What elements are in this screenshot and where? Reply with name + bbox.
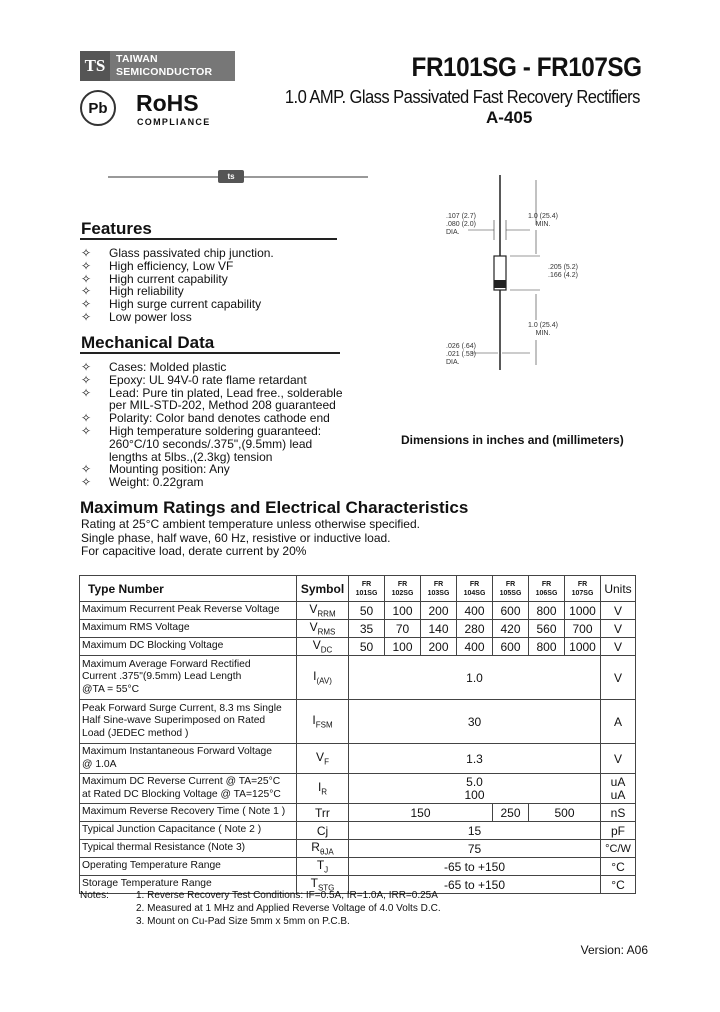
symbol-iav-sub: (AV): [316, 676, 332, 686]
part-1-a: FR: [361, 580, 372, 588]
company-logo: [80, 51, 235, 81]
bullet-icon: ✧: [81, 246, 92, 260]
bullet-icon: ✧: [81, 258, 92, 273]
symbol-ir: [297, 774, 349, 804]
company-name-line1: TAIWAN: [116, 53, 158, 65]
unit-tstg: °C: [601, 876, 636, 894]
bullet-icon: ✧: [81, 271, 92, 286]
value-cj: 15: [349, 822, 601, 840]
symbol-vdc-sub: DC: [320, 645, 333, 655]
features-list: [81, 247, 361, 324]
param-iav-line2: Current .375"(9.5mm) Lead Length: [82, 671, 242, 683]
rohs-compliance: COMPLIANCE: [137, 117, 211, 127]
symbol-vrms: [297, 620, 349, 638]
mechanical-divider: [80, 352, 340, 354]
header-part-1: [349, 576, 385, 602]
symbol-ir-sub: R: [321, 787, 328, 797]
part-7-a: FR: [577, 580, 588, 588]
note-2: 2. Measured at 1 MHz and Applied Reverse Voltage of 4.0 Volts D.C.: [136, 903, 441, 914]
table-row: [80, 822, 636, 840]
unit-rth: °C/W: [601, 840, 636, 858]
page-subtitle: 1.0 AMP. Glass Passivated Fast Recovery Rectifiers: [285, 87, 640, 107]
unit-ir-125c: uA: [610, 787, 626, 802]
dimensions-caption: Dimensions in inches and (millimeters): [401, 433, 624, 447]
vrrm-103: 200: [421, 602, 457, 620]
header-part-7: [565, 576, 601, 602]
feature-text: Low power loss: [109, 309, 192, 324]
symbol-vdc-base: V: [312, 638, 321, 653]
feature-text: High efficiency, Low VF: [109, 258, 234, 273]
symbol-iav: [297, 656, 349, 700]
vrms-101: 35: [349, 620, 385, 638]
mechanical-text: High temperature soldering guaranteed:: [109, 423, 322, 438]
notes: [80, 889, 441, 928]
table-header-row: [80, 576, 636, 602]
symbol-ifsm-base: I: [312, 713, 316, 728]
param-ifsm-line3: Load (JEDEC method ): [82, 727, 189, 739]
value-iav: 1.0: [349, 656, 601, 700]
table-row: [80, 700, 636, 744]
symbol-tj: [297, 858, 349, 876]
symbol-tj-base: T: [316, 858, 325, 873]
header-symbol: Symbol: [297, 576, 349, 602]
part-5-b: 105SG: [499, 589, 522, 597]
bullet-icon: ✧: [81, 372, 92, 387]
feature-text: High reliability: [109, 284, 184, 299]
symbol-vrrm-base: V: [309, 602, 318, 617]
vdc-103: 200: [421, 638, 457, 656]
vdc-102: 100: [385, 638, 421, 656]
dim-lead-dia-max: .107 (2.7): [446, 213, 476, 220]
symbol-ifsm: [297, 700, 349, 744]
dim-body-min: .166 (4.2): [548, 272, 578, 279]
param-iav-line1: Maximum Average Forward Rectified: [82, 658, 251, 670]
features-divider: [80, 238, 337, 240]
dim-len-top-value: 1.0 (25.4): [528, 213, 558, 220]
unit-ir: [601, 774, 636, 804]
part-3-b: 103SG: [427, 589, 450, 597]
param-vf: [80, 744, 297, 774]
dim-wire-max: .026 (.64): [446, 343, 476, 350]
dim-len-bot: [528, 322, 558, 338]
vrrm-104: 400: [457, 602, 493, 620]
ratings-line-2: Single phase, half wave, 60 Hz, resistive or inductive load.: [81, 530, 391, 545]
param-iav: [80, 656, 297, 700]
value-trr-2: 250: [493, 804, 529, 822]
unit-vrms: V: [601, 620, 636, 638]
header-part-4: [457, 576, 493, 602]
page-title: FR101SG - FR107SG: [411, 52, 642, 82]
param-ir-line1: Maximum DC Reverse Current @ TA=25°C: [82, 776, 281, 787]
part-1-b: 101SG: [355, 589, 378, 597]
symbol-iav-base: I: [313, 669, 317, 684]
mechanical-heading: Mechanical Data: [81, 333, 215, 352]
vrms-103: 140: [421, 620, 457, 638]
param-vf-line2: @ 1.0A: [82, 758, 117, 770]
bullet-icon: ✧: [81, 411, 92, 426]
bullet-icon: ✧: [81, 309, 92, 324]
vdc-107: 1000: [565, 638, 601, 656]
diode-body-icon: ts: [218, 170, 244, 183]
param-ifsm-line1: Peak Forward Surge Current, 8.3 ms Single: [82, 702, 282, 714]
mechanical-text: 260°C/10 seconds/.375",(9.5mm) lead: [109, 436, 313, 451]
dim-body: [548, 264, 578, 280]
rohs-label: RoHS: [136, 90, 199, 116]
table-row: [80, 602, 636, 620]
symbol-tstg-sub: STG: [317, 883, 335, 893]
value-ir-25c: 5.0: [466, 774, 483, 789]
feature-item: [81, 311, 361, 324]
vrrm-106: 800: [529, 602, 565, 620]
value-rth: 75: [349, 840, 601, 858]
bullet-icon: ✧: [81, 385, 92, 400]
mechanical-text: Cases: Molded plastic: [109, 360, 227, 374]
mechanical-text: Weight: 0.22gram: [109, 475, 204, 490]
symbol-vrrm-sub: RRM: [317, 609, 336, 619]
param-ir: [80, 774, 297, 804]
mechanical-text: Epoxy: UL 94V-0 rate flame retardant: [109, 372, 307, 387]
value-trr-3: 500: [529, 804, 601, 822]
feature-text: High current capability: [109, 271, 228, 286]
dim-wire-min: .021 (.53): [446, 351, 476, 358]
unit-tj: °C: [601, 858, 636, 876]
symbol-rth-base: R: [311, 840, 320, 855]
logo-mark-icon: TS: [80, 51, 110, 81]
dim-len-bot-value: 1.0 (25.4): [528, 322, 558, 329]
bullet-icon: ✧: [81, 284, 92, 299]
vrms-106: 560: [529, 620, 565, 638]
part-4-b: 104SG: [463, 589, 486, 597]
dim-lead-dia-label: DIA.: [446, 229, 460, 236]
value-ifsm: 30: [349, 700, 601, 744]
unit-ir-25c: uA: [610, 774, 626, 789]
notes-label: Notes:: [80, 890, 109, 901]
bullet-icon: ✧: [81, 360, 92, 374]
header-part-3: [421, 576, 457, 602]
vrms-104: 280: [457, 620, 493, 638]
part-4-a: FR: [469, 580, 480, 588]
unit-ifsm: A: [601, 700, 636, 744]
part-5-a: FR: [505, 580, 516, 588]
mechanical-item: [81, 476, 371, 489]
note-3: 3. Mount on Cu-Pad Size 5mm x 5mm on P.C.B.: [136, 916, 350, 927]
bullet-icon: ✧: [81, 462, 92, 477]
pb-free-icon: Pb: [80, 90, 116, 126]
header-units: Units: [601, 576, 636, 602]
param-ir-line2: at Rated DC Blocking Voltage @ TA=125°C: [82, 788, 281, 800]
ratings-line-1: Rating at 25°C ambient temperature unless otherwise specified.: [81, 517, 420, 531]
value-vf: 1.3: [349, 744, 601, 774]
value-trr-1: 150: [349, 804, 493, 822]
part-3-a: FR: [433, 580, 444, 588]
ratings-table: [79, 575, 636, 894]
param-vdc: Maximum DC Blocking Voltage: [80, 638, 297, 656]
dim-body-max: .205 (5.2): [548, 264, 578, 271]
symbol-ifsm-sub: FSM: [315, 720, 333, 730]
param-ifsm: [80, 700, 297, 744]
vrrm-101: 50: [349, 602, 385, 620]
note-1: 1. Reverse Recovery Test Conditions: IF=0.5A, IR=1.0A, IRR=0.25A: [136, 890, 438, 901]
company-name-line2: SEMICONDUCTOR: [116, 66, 213, 78]
bullet-icon: ✧: [81, 475, 92, 490]
header-part-2: [385, 576, 421, 602]
vrms-105: 420: [493, 620, 529, 638]
symbol-tj-sub: J: [324, 865, 329, 875]
features-heading: Features: [81, 219, 152, 238]
vrrm-107: 1000: [565, 602, 601, 620]
symbol-vf-base: V: [316, 750, 325, 765]
feature-text: High surge current capability: [109, 297, 262, 312]
symbol-vf: [297, 744, 349, 774]
part-6-b: 106SG: [535, 589, 558, 597]
dim-len-top: [528, 213, 558, 229]
mechanical-text: Lead: Pure tin plated, Lead free., solderable: [109, 385, 343, 400]
param-iav-line3: @TA = 55°C: [82, 683, 140, 695]
vrms-102: 70: [385, 620, 421, 638]
dim-wire: [446, 343, 476, 367]
mechanical-text: Polarity: Color band denotes cathode end: [109, 411, 330, 426]
symbol-vrms-base: V: [309, 620, 318, 635]
unit-cj: pF: [601, 822, 636, 840]
mechanical-text: Mounting position: Any: [109, 462, 230, 477]
company-name: [110, 51, 235, 81]
symbol-vf-sub: F: [324, 757, 329, 767]
vdc-105: 600: [493, 638, 529, 656]
symbol-cj: Cj: [297, 822, 349, 840]
table-row: [80, 620, 636, 638]
table-row: [80, 774, 636, 804]
table-row: [80, 858, 636, 876]
param-vrrm: Maximum Recurrent Peak Reverse Voltage: [80, 602, 297, 620]
vrms-107: 700: [565, 620, 601, 638]
symbol-vrms-sub: RMS: [317, 627, 336, 637]
table-row: [80, 804, 636, 822]
symbol-ir-base: I: [317, 780, 322, 795]
value-ir-125c: 100: [464, 787, 485, 802]
table-row: [80, 840, 636, 858]
vdc-106: 800: [529, 638, 565, 656]
notes-row: [80, 889, 441, 928]
value-tj: -65 to +150: [349, 858, 601, 876]
mechanical-text: lengths at 5lbs.,(2.3kg) tension: [109, 449, 273, 464]
dim-len-bot-min: MIN.: [535, 330, 551, 337]
param-ifsm-line2: Half Sine-wave Superimposed on Rated: [82, 715, 266, 727]
unit-vdc: V: [601, 638, 636, 656]
param-tstg: Storage Temperature Range: [80, 876, 297, 894]
dim-lead-dia-min: .080 (2.0): [446, 221, 476, 228]
vdc-101: 50: [349, 638, 385, 656]
symbol-rth: [297, 840, 349, 858]
part-6-a: FR: [541, 580, 552, 588]
table-row: [80, 656, 636, 700]
mechanical-list: [81, 361, 371, 489]
vrrm-105: 600: [493, 602, 529, 620]
symbol-vdc: [297, 638, 349, 656]
part-2-a: FR: [397, 580, 408, 588]
unit-iav: V: [601, 656, 636, 700]
vdc-104: 400: [457, 638, 493, 656]
feature-text: Glass passivated chip junction.: [109, 246, 274, 260]
mechanical-text: per MIL-STD-202, Method 208 guaranteed: [109, 398, 336, 413]
param-vrms: Maximum RMS Voltage: [80, 620, 297, 638]
ratings-heading: Maximum Ratings and Electrical Characteristics: [80, 498, 469, 517]
table-row: [80, 744, 636, 774]
part-7-b: 107SG: [571, 589, 594, 597]
symbol-trr: Trr: [297, 804, 349, 822]
unit-vrrm: V: [601, 602, 636, 620]
package-name: A-405: [486, 108, 533, 127]
bullet-icon: ✧: [81, 297, 92, 312]
bullet-icon: ✧: [81, 423, 92, 438]
dim-wire-label: DIA.: [446, 359, 460, 366]
dim-len-top-min: MIN.: [535, 221, 551, 228]
part-2-b: 102SG: [391, 589, 414, 597]
value-tstg: -65 to +150: [349, 876, 601, 894]
param-tj: Operating Temperature Range: [80, 858, 297, 876]
ratings-conditions: [81, 518, 420, 559]
header-type-number: Type Number: [80, 576, 297, 602]
unit-trr: nS: [601, 804, 636, 822]
param-vf-line1: Maximum Instantaneous Forward Voltage: [82, 746, 273, 757]
symbol-rth-sub: θJA: [319, 847, 334, 857]
vrrm-102: 100: [385, 602, 421, 620]
value-ir: [349, 774, 601, 804]
dim-lead-dia: [446, 213, 476, 237]
unit-vf: V: [601, 744, 636, 774]
header-part-6: [529, 576, 565, 602]
version-label: Version: A06: [580, 943, 648, 957]
notes-list: [136, 889, 441, 928]
param-cj: Typical Junction Capacitance ( Note 2 ): [80, 822, 297, 840]
table-row: [80, 638, 636, 656]
symbol-vrrm: [297, 602, 349, 620]
header-part-5: [493, 576, 529, 602]
symbol-tstg-base: T: [310, 876, 318, 891]
param-rth: Typical thermal Resistance (Note 3): [80, 840, 297, 858]
param-trr: Maximum Reverse Recovery Time ( Note 1 ): [80, 804, 297, 822]
ratings-line-3: For capacitive load, derate current by 20%: [81, 544, 307, 558]
